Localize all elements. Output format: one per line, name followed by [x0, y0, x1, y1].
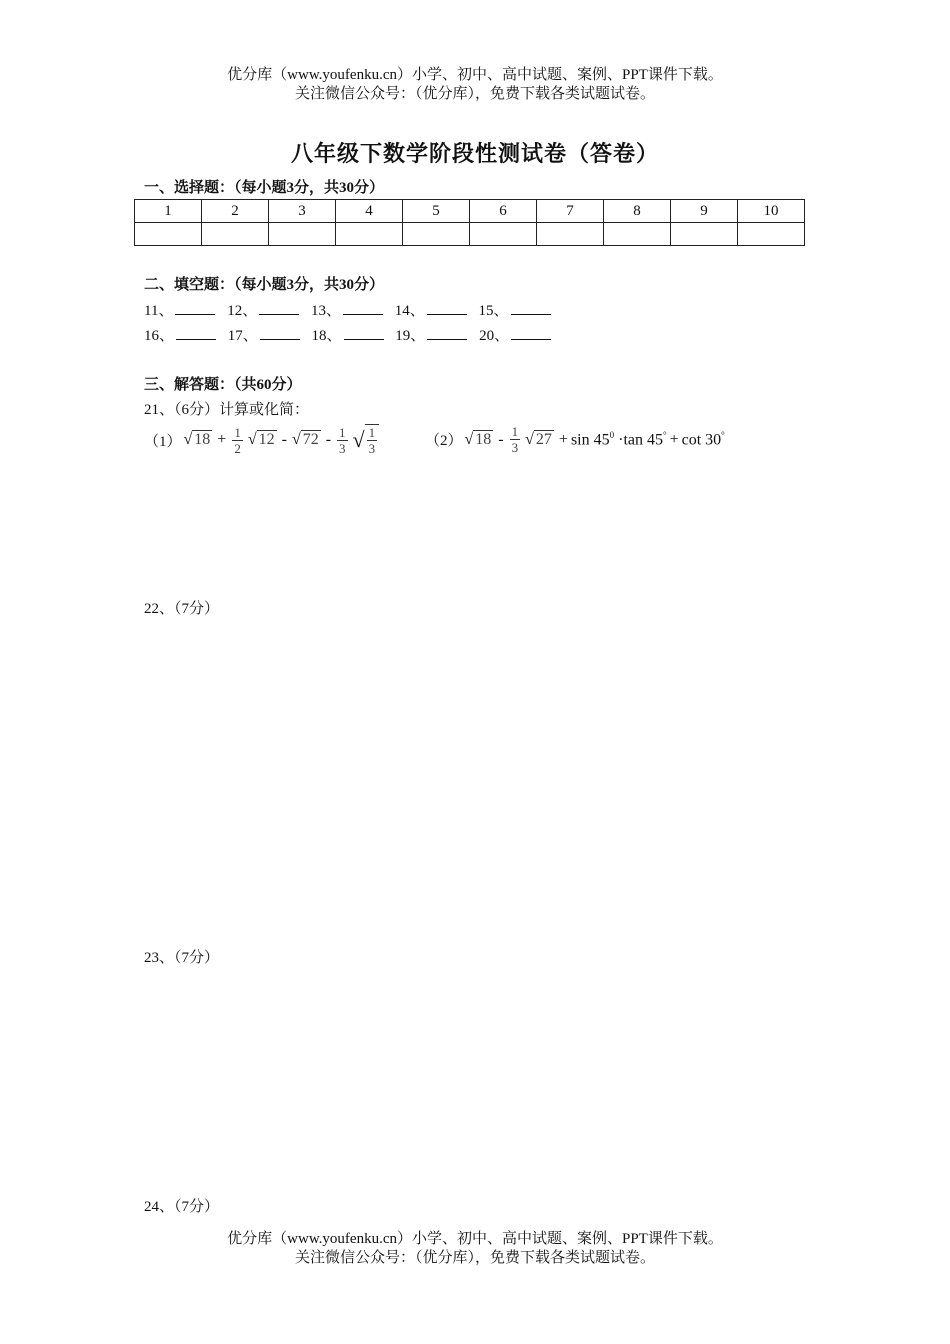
answer-col-header: 2: [202, 200, 269, 223]
footer-line-2: 关注微信公众号：（优分库），免费下载各类试题试卷。: [294, 1250, 655, 1266]
answer-col-header: 7: [537, 200, 604, 223]
answer-cell[interactable]: [135, 223, 202, 246]
fraction: [510, 424, 521, 455]
radicand: 18: [475, 430, 492, 448]
q22-label: 22、（7分）: [144, 601, 220, 617]
fill-blank[interactable]: [175, 300, 215, 315]
header-line-1: 优分库（www.youfenku.cn）小学、初中、高中试题、案例、PPT课件下载。: [227, 67, 723, 83]
sqrt-expr: √ 27: [525, 430, 552, 448]
numerator: 1: [511, 424, 519, 439]
fill-label: 11、: [144, 303, 174, 319]
fill-label: 17、: [227, 328, 258, 344]
q21-part2: [425, 424, 725, 455]
cot-term: cot 30°: [681, 429, 725, 449]
answer-col-header: 6: [470, 200, 537, 223]
header-line-2: 关注微信公众号：（优分库），免费下载各类试题试卷。: [294, 86, 655, 102]
answer-table-blank-row: [135, 223, 805, 246]
radicand: 12: [258, 431, 275, 448]
footer-line-1: 优分库（www.youfenku.cn）小学、初中、高中试题、案例、PPT课件下载。: [227, 1231, 723, 1247]
section1-heading: 一、选择题：（每小题3分，共30分）: [144, 180, 385, 196]
tan-term: ·tan 45°: [618, 429, 667, 449]
q21-part1: [144, 424, 381, 456]
fill-blank[interactable]: [427, 325, 467, 340]
radicand: 72: [302, 431, 319, 448]
fill-blank[interactable]: [511, 325, 551, 340]
fill-row-2: [144, 324, 559, 345]
fill-label: 16、: [144, 328, 175, 344]
fill-blank[interactable]: [260, 325, 300, 340]
minus-sign: -: [498, 430, 504, 448]
fill-row-1: [144, 299, 559, 320]
answer-col-header: 9: [671, 200, 738, 223]
answer-cell[interactable]: [202, 223, 269, 246]
fill-label: 13、: [310, 303, 341, 319]
answer-cell[interactable]: [537, 223, 604, 246]
q21-part2-label: （2）: [425, 433, 463, 449]
q23-label: 23、（7分）: [144, 950, 220, 966]
answer-cell[interactable]: [403, 223, 470, 246]
fraction: [232, 425, 243, 456]
radicand: 27: [535, 430, 552, 448]
fill-label: 20、: [479, 328, 510, 344]
answer-col-header: 5: [403, 200, 470, 223]
sqrt-expr: √ 18: [464, 430, 492, 448]
q21-part1-label: （1）: [144, 433, 182, 450]
fill-label: 19、: [395, 328, 426, 344]
sin-term: $\sin 45^0$: [570, 429, 615, 449]
fill-blank[interactable]: [343, 300, 383, 315]
fill-label: 12、: [227, 303, 258, 319]
minus-sign: -: [281, 431, 287, 448]
numerator: 1: [339, 424, 346, 440]
fraction: [367, 425, 378, 456]
fill-blank[interactable]: [511, 300, 551, 315]
fill-blank[interactable]: [176, 325, 216, 340]
answer-cell[interactable]: [604, 223, 671, 246]
answer-col-header: 10: [738, 200, 805, 223]
plus-sign: +: [669, 430, 679, 448]
answer-col-header: 3: [269, 200, 336, 223]
minus-sign: -: [325, 431, 332, 448]
numerator: 1: [234, 424, 241, 440]
fill-blank[interactable]: [259, 300, 299, 315]
answer-cell[interactable]: [336, 223, 403, 246]
denominator: 2: [234, 440, 241, 456]
fill-blank[interactable]: [427, 300, 467, 315]
answer-cell[interactable]: [269, 223, 336, 246]
q24-label: 24、（7分）: [144, 1199, 220, 1215]
fill-label: 14、: [394, 303, 425, 319]
answer-col-header: 1: [135, 200, 202, 223]
answer-table: [134, 199, 805, 246]
fraction: [337, 425, 348, 456]
sqrt-fraction-expr: √ $\frac{1}{3}$: [353, 424, 380, 456]
fill-label: 18、: [311, 328, 342, 344]
sqrt-expr: √ 12: [247, 431, 275, 448]
answer-table-header-row: [135, 200, 805, 223]
answer-cell[interactable]: [738, 223, 805, 246]
sqrt-expr: √ 18: [183, 431, 211, 448]
plus-sign: +: [217, 431, 227, 448]
answer-col-header: 4: [336, 200, 403, 223]
plus-sign: +: [558, 430, 568, 448]
answer-cell[interactable]: [470, 223, 537, 246]
denominator: 3: [511, 440, 519, 455]
section2-heading: 二、填空题：（每小题3分，共30分）: [144, 277, 385, 293]
denominator: 3: [339, 440, 346, 456]
sqrt-expr: √ 72: [291, 431, 319, 448]
fill-label: 15、: [478, 303, 509, 319]
fill-blank[interactable]: [344, 325, 384, 340]
numerator: 1: [368, 425, 376, 440]
page-title: 八年级下数学阶段性测试卷（答卷）: [290, 141, 659, 166]
answer-cell[interactable]: [671, 223, 738, 246]
q21-label: 21、（6分）计算或化简：: [144, 402, 310, 418]
answer-col-header: 8: [604, 200, 671, 223]
denominator: 3: [368, 441, 376, 456]
radicand: 18: [194, 431, 211, 448]
section3-heading: 三、解答题：（共60分）: [144, 377, 302, 393]
